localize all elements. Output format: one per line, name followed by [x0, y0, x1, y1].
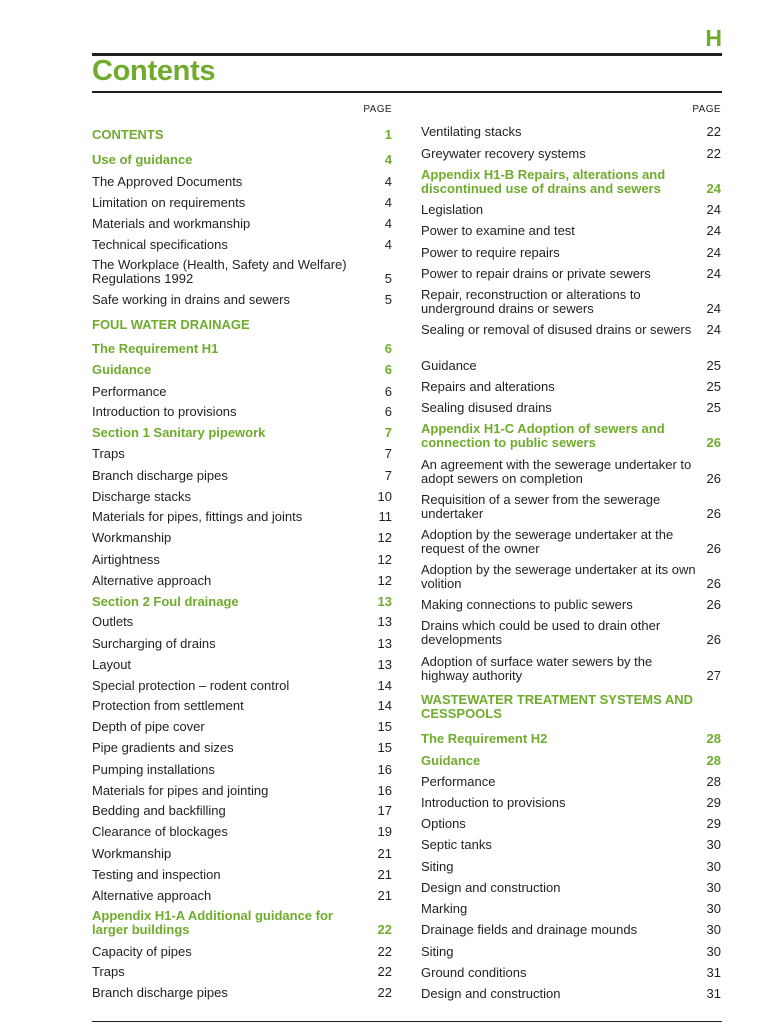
toc-entry-page: 29 [706, 816, 721, 831]
toc-entry-title: Guidance [421, 753, 481, 768]
toc-heading [92, 909, 392, 937]
toc-entry [92, 217, 392, 231]
toc-entry-title: Alternative approach [92, 573, 212, 588]
toc-entry-page: 25 [706, 400, 721, 415]
toc-entry [421, 796, 721, 810]
toc-entry-title: Septic tanks [421, 837, 492, 852]
toc-heading [421, 693, 721, 721]
toc-entry-title: Branch discharge pipes [92, 468, 228, 483]
toc-entry-page: 30 [706, 859, 721, 874]
toc-entry [92, 553, 392, 567]
toc-entry-page: 22 [377, 944, 392, 959]
toc-entry [92, 945, 392, 959]
toc-entry-page: 16 [377, 783, 392, 798]
toc-entry [421, 966, 721, 980]
toc-entry-page: 26 [706, 435, 721, 450]
toc-entry-title: Branch discharge pipes [92, 985, 228, 1000]
toc-entry [92, 293, 392, 307]
toc-heading [421, 422, 721, 450]
toc-entry [92, 658, 392, 672]
toc-entry-page: 7 [384, 468, 392, 483]
toc-entry-title: Special protection – rodent control [92, 678, 290, 693]
toc-entry-page: 13 [377, 657, 392, 672]
toc-entry-title: Sealing or removal of disused drains or sewers [421, 322, 692, 337]
toc-entry-title: Ground conditions [421, 965, 527, 980]
toc-entry [92, 469, 392, 483]
toc-entry-page: 5 [384, 271, 392, 286]
toc-entry-page: 6 [384, 384, 392, 399]
toc-entry [92, 574, 392, 588]
toc-heading [92, 318, 392, 332]
toc-entry-title: Protection from settlement [92, 698, 244, 713]
toc-entry [421, 902, 721, 916]
toc-entry-title: Adoption by the sewerage undertaker at the request of the owner [421, 527, 674, 556]
toc-entry-title: Greywater recovery systems [421, 146, 586, 161]
toc-entry-title: Use of guidance [92, 152, 193, 167]
toc-entry-page: 26 [706, 597, 721, 612]
toc-entry [92, 490, 392, 504]
toc-entry-page: 29 [706, 795, 721, 810]
toc-entry-title: Drains which could be used to drain other developments [421, 618, 661, 647]
toc-entry-page: 24 [706, 266, 721, 281]
toc-entry-title: Performance [92, 384, 167, 399]
toc-entry-title: Legislation [421, 202, 484, 217]
toc-entry-page: 14 [377, 678, 392, 693]
toc-entry-title: Introduction to provisions [92, 404, 237, 419]
toc-entry-page: 15 [377, 719, 392, 734]
toc-heading [421, 732, 721, 746]
toc-entry-page: 24 [706, 181, 721, 196]
toc-entry-title: Requisition of a sewer from the sewerage undertaker [421, 492, 661, 521]
toc-entry [92, 986, 392, 1000]
toc-entry-title: Introduction to provisions [421, 795, 566, 810]
toc-entry-page: 13 [377, 614, 392, 629]
toc-entry-title: Performance [421, 774, 496, 789]
toc-entry-page: 24 [706, 301, 721, 316]
toc-entry-page: 22 [706, 124, 721, 139]
toc-entry-page: 7 [384, 425, 392, 440]
toc-entry [92, 175, 392, 189]
toc-entry-page: 4 [384, 195, 392, 210]
toc-entry [421, 619, 721, 647]
toc-entry-page: 26 [706, 632, 721, 647]
toc-entry-title: Power to require repairs [421, 245, 560, 260]
toc-entry-page: 28 [706, 774, 721, 789]
toc-entry-page: 21 [377, 888, 392, 903]
toc-entry-page: 22 [706, 146, 721, 161]
toc-entry [92, 531, 392, 545]
toc-entry-title: Guidance [421, 358, 477, 373]
toc-heading [421, 168, 721, 196]
toc-entry [92, 868, 392, 882]
toc-entry [421, 838, 721, 852]
toc-entry [92, 637, 392, 651]
toc-entry-title: Siting [421, 944, 454, 959]
toc-entry-page: 24 [706, 202, 721, 217]
toc-entry-page: 6 [384, 362, 392, 377]
toc-entry [92, 385, 392, 399]
toc-entry [92, 763, 392, 777]
toc-heading [92, 153, 392, 167]
toc-entry-page: 28 [706, 731, 721, 746]
toc-entry [421, 493, 721, 521]
toc-entry-page: 30 [706, 880, 721, 895]
toc-entry-title: Guidance [92, 362, 152, 377]
toc-entry [92, 804, 392, 818]
toc-entry-title: The Requirement H1 [92, 341, 219, 356]
toc-heading [92, 595, 392, 609]
toc-entry-page: 30 [706, 922, 721, 937]
toc-entry-title: Depth of pipe cover [92, 719, 205, 734]
toc-entry-page: 24 [706, 245, 721, 260]
toc-entry [421, 860, 721, 874]
toc-entry-title: Design and construction [421, 986, 561, 1001]
toc-entry-page: 7 [384, 446, 392, 461]
toc-entry-title: Pumping installations [92, 762, 215, 777]
toc-entry [92, 405, 392, 419]
toc-entry-title: Appendix H1-A Additional guidance for larger buildings [92, 908, 333, 937]
toc-entry-page: 26 [706, 541, 721, 556]
toc-entry [421, 246, 721, 260]
toc-entry-title: Safe working in drains and sewers [92, 292, 290, 307]
toc-entry-page: 15 [377, 740, 392, 755]
toc-entry-page: 31 [706, 965, 721, 980]
toc-entry-page: 21 [377, 846, 392, 861]
toc-entry-title: Siting [421, 859, 454, 874]
page-column-label: PAGE [692, 104, 721, 115]
toc-entry-title: Section 2 Foul drainage [92, 594, 239, 609]
toc-entry-page: 6 [384, 341, 392, 356]
toc-entry [92, 784, 392, 798]
toc-entry [92, 258, 392, 286]
toc-entry-title: Making connections to public sewers [421, 597, 633, 612]
toc-entry-title: Repairs and alterations [421, 379, 555, 394]
toc-entry-title: The Approved Documents [92, 174, 243, 189]
toc-entry-page: 10 [377, 489, 392, 504]
toc-entry-page: 14 [377, 698, 392, 713]
toc-entry-page: 17 [377, 803, 392, 818]
toc-entry-title: Discharge stacks [92, 489, 191, 504]
toc-entry-page: 12 [377, 552, 392, 567]
toc-entry [421, 125, 721, 139]
toc-entry-title: WASTEWATER TREATMENT SYSTEMS AND CESSPOOLS [421, 692, 694, 721]
contents-column-right [421, 104, 721, 1001]
toc-entry [421, 359, 721, 373]
toc-entry-page: 4 [384, 237, 392, 252]
toc-entry-title: Limitation on requirements [92, 195, 246, 210]
toc-entry-title: Clearance of blockages [92, 824, 228, 839]
toc-entry [92, 196, 392, 210]
toc-entry-page: 5 [384, 292, 392, 307]
toc-entry [421, 458, 721, 486]
toc-entry-page: 22 [377, 922, 392, 937]
toc-entry-title: Section 1 Sanitary pipework [92, 425, 266, 440]
toc-entry-title: Materials for pipes, fittings and joints [92, 509, 303, 524]
toc-entry-title: Traps [92, 964, 125, 979]
toc-entry-title: Power to repair drains or private sewers [421, 266, 651, 281]
toc-entry-title: Layout [92, 657, 132, 672]
toc-entry-page: 4 [384, 216, 392, 231]
toc-entry [92, 965, 392, 979]
toc-entry [92, 847, 392, 861]
toc-entry-title: Alternative approach [92, 888, 212, 903]
toc-heading [421, 754, 721, 768]
toc-entry [421, 563, 721, 591]
toc-entry [421, 923, 721, 937]
toc-entry-title: Workmanship [92, 846, 172, 861]
toc-entry-page: 22 [377, 985, 392, 1000]
toc-heading [92, 426, 392, 440]
section-letter: H [705, 25, 722, 51]
toc-entry [421, 775, 721, 789]
toc-entry-title: FOUL WATER DRAINAGE [92, 317, 250, 332]
toc-entry [92, 720, 392, 734]
toc-entry-title: Repair, reconstruction or alterations to underground drains or sewers [421, 287, 641, 316]
toc-entry-page: 25 [706, 358, 721, 373]
toc-entry-page: 24 [706, 223, 721, 238]
toc-entry-title: Traps [92, 446, 125, 461]
toc-entry [92, 741, 392, 755]
toc-entry-title: Drainage fields and drainage mounds [421, 922, 638, 937]
toc-entry [421, 817, 721, 831]
toc-entry-title: The Requirement H2 [421, 731, 548, 746]
toc-entry-title: Appendix H1-C Adoption of sewers and connection to public sewers [421, 421, 665, 450]
toc-entry-title: Testing and inspection [92, 867, 221, 882]
toc-entry-page: 21 [377, 867, 392, 882]
toc-entry-page: 22 [377, 964, 392, 979]
toc-entry-page: 30 [706, 837, 721, 852]
toc-entry [421, 881, 721, 895]
toc-entry-title: Technical specifications [92, 237, 228, 252]
toc-entry-title: Adoption of surface water sewers by the highway authority [421, 654, 653, 683]
toc-entry [421, 224, 721, 238]
toc-entry [421, 267, 721, 281]
page-title: Contents [92, 55, 216, 87]
toc-entry [92, 699, 392, 713]
toc-entry [92, 615, 392, 629]
toc-entry-title: Sealing disused drains [421, 400, 552, 415]
toc-entry [421, 288, 721, 316]
toc-entry [92, 510, 392, 524]
toc-entry-page: 30 [706, 944, 721, 959]
toc-entry-title: Outlets [92, 614, 134, 629]
toc-entry-title: CONTENTS [92, 127, 164, 142]
toc-entry-title: Ventilating stacks [421, 124, 522, 139]
toc-entry-title: Capacity of pipes [92, 944, 192, 959]
toc-entry [92, 679, 392, 693]
toc-entry-title: Materials for pipes and jointing [92, 783, 269, 798]
toc-entry [421, 147, 721, 161]
toc-entry [421, 655, 721, 683]
page-column-label: PAGE [363, 104, 392, 115]
toc-entry [421, 598, 721, 612]
toc-entry-page: 26 [706, 471, 721, 486]
toc-entry [92, 825, 392, 839]
toc-entry-page: 26 [706, 576, 721, 591]
toc-entry-title: Power to examine and test [421, 223, 575, 238]
toc-entry [421, 380, 721, 394]
toc-entry-page: 12 [377, 530, 392, 545]
toc-entry-page: 16 [377, 762, 392, 777]
toc-entry [421, 528, 721, 556]
toc-entry-title: The Workplace (Health, Safety and Welfare) Regulations 1992 [92, 257, 347, 286]
contents-column-left [92, 104, 392, 1000]
toc-entry-title: Materials and workmanship [92, 216, 251, 231]
toc-entry-page: 6 [384, 404, 392, 419]
toc-heading [92, 363, 392, 377]
toc-entry [421, 987, 721, 1001]
bottom-rule [92, 1021, 722, 1022]
toc-entry-title: Workmanship [92, 530, 172, 545]
toc-entry-page: 11 [378, 509, 392, 524]
toc-entry [92, 889, 392, 903]
toc-entry-page: 4 [384, 152, 392, 167]
toc-entry-page: 30 [706, 901, 721, 916]
toc-entry [421, 945, 721, 959]
toc-entry [92, 447, 392, 461]
toc-entry-page: 31 [706, 986, 721, 1001]
toc-entry-page: 13 [377, 636, 392, 651]
toc-entry-page: 25 [706, 379, 721, 394]
toc-entry-page: 4 [384, 174, 392, 189]
toc-heading [92, 128, 392, 142]
toc-entry-title: Bedding and backfilling [92, 803, 226, 818]
toc-entry-title: Marking [421, 901, 468, 916]
toc-entry-page: 26 [706, 506, 721, 521]
toc-entry-title: Options [421, 816, 466, 831]
toc-entry-title: Adoption by the sewerage undertaker at its own volition [421, 562, 696, 591]
title-rule [92, 91, 722, 93]
toc-entry-page: 24 [706, 322, 721, 337]
toc-entry-page: 27 [706, 668, 721, 683]
toc-entry [92, 238, 392, 252]
toc-entry-title: Airtightness [92, 552, 160, 567]
toc-entry-page: 28 [706, 753, 721, 768]
toc-entry-page: 12 [377, 573, 392, 588]
toc-entry-title: Appendix H1-B Repairs, alterations and discontinued use of drains and sewers [421, 167, 666, 196]
toc-heading [92, 342, 392, 356]
toc-entry-page: 13 [377, 594, 392, 609]
toc-entry [421, 401, 721, 415]
toc-entry-title: An agreement with the sewerage undertaker to adopt sewers on completion [421, 457, 692, 486]
toc-entry-title: Surcharging of drains [92, 636, 216, 651]
toc-entry-page: 1 [384, 127, 392, 142]
toc-entry-page: 19 [377, 824, 392, 839]
toc-entry-title: Pipe gradients and sizes [92, 740, 234, 755]
toc-entry [421, 323, 721, 337]
toc-entry [421, 203, 721, 217]
toc-entry-title: Design and construction [421, 880, 561, 895]
